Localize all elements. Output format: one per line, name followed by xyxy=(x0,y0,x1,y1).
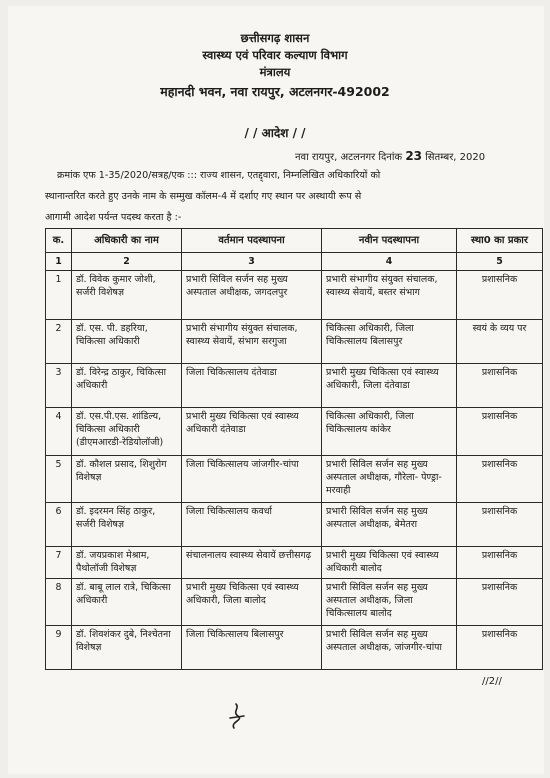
row-transfer-type: प्रशासनिक xyxy=(457,547,543,579)
row-officer-name: डॉ. इदरमन सिंह ठाकुर, सर्जरी विशेषज्ञ xyxy=(72,503,182,547)
row-officer-name: डॉ. शिवशंकर दुबे, निश्चेतना विशेषज्ञ xyxy=(72,626,182,670)
table-row xyxy=(46,579,543,626)
date-suffix: सितम्बर, 2020 xyxy=(425,152,486,163)
header-government: छत्तीसगढ़ शासन xyxy=(240,31,310,45)
header-serial: क. xyxy=(46,229,72,253)
date-prefix: नवा रायपुर, अटलनगर दिनांक xyxy=(295,152,403,163)
row-transfer-type: प्रशासनिक xyxy=(457,456,543,503)
column-number: 5 xyxy=(457,253,543,271)
column-number: 3 xyxy=(182,253,322,271)
table-row xyxy=(46,456,543,503)
row-current-posting: प्रभारी मुख्य चिकित्सा एवं स्वास्थ्य अधिकारी, जिला बालोद xyxy=(182,579,322,626)
header-current-posting: वर्तमान पदस्थापना xyxy=(182,229,322,253)
column-number: 4 xyxy=(322,253,457,271)
row-current-posting: जिला चिकित्सालय जांजगीर-चांपा xyxy=(182,456,322,503)
header-address: महानदी भवन, नवा रायपुर, अटलनगर-492002 xyxy=(160,84,390,99)
row-serial: 6 xyxy=(46,503,72,547)
paragraph-line: स्थानान्तरित करते हुए उनके नाम के सम्मुख कॉलम-4 में दर्शाए गए स्थान पर अस्थायी रूप से xyxy=(45,191,362,202)
row-serial: 1 xyxy=(46,271,72,320)
row-transfer-type: प्रशासनिक xyxy=(457,271,543,320)
row-transfer-type: प्रशासनिक xyxy=(457,408,543,456)
row-current-posting: जिला चिकित्सालय दंतेवाडा xyxy=(182,364,322,408)
date-day: 23 xyxy=(405,149,423,163)
paragraph-line: आगामी आदेश पर्यन्त पदस्थ करता है :- xyxy=(45,212,182,223)
page-number: //2// xyxy=(482,676,502,687)
row-serial: 9 xyxy=(46,626,72,670)
row-officer-name: डॉ. विरेन्द्र ठाकुर, चिकित्सा अधिकारी xyxy=(72,364,182,408)
signature-mark xyxy=(222,702,252,732)
row-new-posting: चिकित्सा अधिकारी, जिला चिकित्सालय बिलासपुर xyxy=(322,320,457,364)
table-row xyxy=(46,408,543,456)
column-number-row xyxy=(46,253,543,271)
row-current-posting: प्रभारी मुख्य चिकित्सा एवं स्वास्थ्य अधिकारी दंतेवाडा xyxy=(182,408,322,456)
row-current-posting: संचालनालय स्वास्थ्य सेवायें छत्तीसगढ़ xyxy=(182,547,322,579)
row-transfer-type: प्रशासनिक xyxy=(457,503,543,547)
header-officer-name: अधिकारी का नाम xyxy=(72,229,182,253)
row-serial: 7 xyxy=(46,547,72,579)
row-transfer-type: स्वयं के व्यय पर xyxy=(457,320,543,364)
paragraph-line: क्रमांक एफ 1-35/2020/सत्रह/एक ::: राज्य शासन, एतद्द्वारा, निम्नलिखित अधिकारियों को xyxy=(57,170,381,181)
order-paragraph xyxy=(45,165,540,228)
row-serial: 2 xyxy=(46,320,72,364)
row-serial: 3 xyxy=(46,364,72,408)
row-new-posting: प्रभारी सिविल सर्जन सह मुख्य अस्पताल अधीक्षक, बेमेतरा xyxy=(322,503,457,547)
table-row xyxy=(46,626,543,670)
row-new-posting: प्रभारी सिविल सर्जन सह मुख्य अस्पताल अधीक्षक, जिला चिकित्सालय बालोद xyxy=(322,579,457,626)
row-transfer-type: प्रशासनिक xyxy=(457,364,543,408)
header-department: स्वास्थ्य एवं परिवार कल्याण विभाग xyxy=(202,48,348,62)
header-ministry: मंत्रालय xyxy=(259,65,291,79)
row-serial: 4 xyxy=(46,408,72,456)
row-new-posting: प्रभारी सिविल सर्जन सह मुख्य अस्पताल अधीक्षक, जांजगीर-चांपा xyxy=(322,626,457,670)
row-new-posting: प्रभारी संभागीय संयुक्त संचालक, स्वास्थ्य सेवायें, बस्तर संभाग xyxy=(322,271,457,320)
table-row xyxy=(46,271,543,320)
row-transfer-type: प्रशासनिक xyxy=(457,579,543,626)
row-current-posting: जिला चिकित्सालय कवर्धा xyxy=(182,503,322,547)
row-current-posting: प्रभारी संभागीय संयुक्त संचालक, स्वास्थ्य सेवायें, संभाग सरगुजा xyxy=(182,320,322,364)
table-header-row xyxy=(46,229,543,253)
row-officer-name: डॉ. जयप्रकाश मेश्राम, पैथोलॉजी विशेषज्ञ xyxy=(72,547,182,579)
table-row xyxy=(46,320,543,364)
table-row xyxy=(46,364,543,408)
row-new-posting: प्रभारी सिविल सर्जन सह मुख्य अस्पताल अधीक्षक, गौरेला- पेण्ड्रा-मरवाही xyxy=(322,456,457,503)
row-new-posting: प्रभारी मुख्य चिकित्सा एवं स्वास्थ्य अधिकारी, जिला दंतेवाडा xyxy=(322,364,457,408)
row-officer-name: डॉ. बाबू लाल रात्रे, चिकित्सा अधिकारी xyxy=(72,579,182,626)
transfer-table xyxy=(45,228,543,670)
row-current-posting: जिला चिकित्सालय बिलासपुर xyxy=(182,626,322,670)
row-serial: 8 xyxy=(46,579,72,626)
column-number: 1 xyxy=(46,253,72,271)
table-row xyxy=(46,503,543,547)
row-transfer-type: प्रशासनिक xyxy=(457,626,543,670)
row-officer-name: डॉ. कौशल प्रसाद, शिशुरोग विशेषज्ञ xyxy=(72,456,182,503)
row-current-posting: प्रभारी सिविल सर्जन सह मुख्य अस्पताल अधीक्षक, जगदलपुर xyxy=(182,271,322,320)
table-row xyxy=(46,547,543,579)
row-officer-name: डॉ. एस.पी.एस. शांडिल्य, चिकित्सा अधिकारी (डीएमआरडी-रेडियोलॉजी) xyxy=(72,408,182,456)
header-new-posting: नवीन पदस्थापना xyxy=(322,229,457,253)
column-number: 2 xyxy=(72,253,182,271)
row-officer-name: डॉ. विवेक कुमार जोशी, सर्जरी विशेषज्ञ xyxy=(72,271,182,320)
row-serial: 5 xyxy=(46,456,72,503)
row-officer-name: डॉ. एस. पी. डहरिया, चिकित्सा अधिकारी xyxy=(72,320,182,364)
order-title: / / आदेश / / xyxy=(244,126,306,140)
row-new-posting: चिकित्सा अधिकारी, जिला चिकित्सालय कांकेर xyxy=(322,408,457,456)
header-transfer-type: स्था0 का प्रकार xyxy=(457,229,543,253)
date-line xyxy=(295,149,485,163)
row-new-posting: प्रभारी मुख्य चिकित्सा एवं स्वास्थ्य अधिकारी बालोद xyxy=(322,547,457,579)
